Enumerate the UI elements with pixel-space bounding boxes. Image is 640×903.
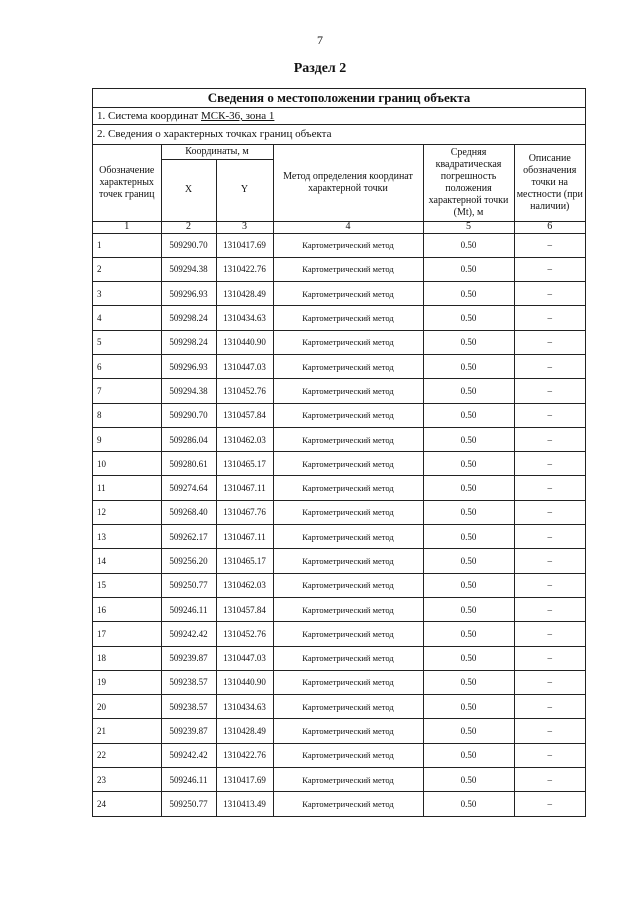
table-row (93, 695, 585, 719)
description-cell: – (514, 525, 585, 549)
description-cell: – (514, 306, 585, 330)
error-cell: 0.50 (423, 597, 514, 621)
error-cell: 0.50 (423, 257, 514, 281)
error-cell: 0.50 (423, 427, 514, 451)
method-cell: Картометрический метод (273, 719, 423, 743)
description-cell: – (514, 233, 585, 257)
x-coordinate-cell: 509242.42 (161, 622, 216, 646)
error-cell: 0.50 (423, 452, 514, 476)
error-cell: 0.50 (423, 695, 514, 719)
table-row (93, 306, 585, 330)
point-number-cell: 12 (93, 500, 161, 524)
point-number-cell: 7 (93, 379, 161, 403)
point-number-cell: 14 (93, 549, 161, 573)
error-cell: 0.50 (423, 403, 514, 427)
table-row (93, 743, 585, 767)
error-cell: 0.50 (423, 233, 514, 257)
y-coordinate-cell: 1310440.90 (216, 670, 273, 694)
header-coordinates: Координаты, м (161, 145, 273, 159)
method-cell: Картометрический метод (273, 354, 423, 378)
point-number-cell: 17 (93, 622, 161, 646)
y-coordinate-cell: 1310457.84 (216, 597, 273, 621)
y-coordinate-cell: 1310457.84 (216, 403, 273, 427)
table-row (93, 427, 585, 451)
point-number-cell: 10 (93, 452, 161, 476)
point-number-cell: 18 (93, 646, 161, 670)
x-coordinate-cell: 509290.70 (161, 233, 216, 257)
method-cell: Картометрический метод (273, 282, 423, 306)
table-row (93, 500, 585, 524)
x-coordinate-cell: 509290.70 (161, 403, 216, 427)
table-row (93, 525, 585, 549)
x-coordinate-cell: 509298.24 (161, 306, 216, 330)
error-cell: 0.50 (423, 670, 514, 694)
error-cell: 0.50 (423, 500, 514, 524)
table-row (93, 233, 585, 257)
description-cell: – (514, 427, 585, 451)
header-x: X (161, 159, 216, 221)
table-row (93, 476, 585, 500)
method-cell: Картометрический метод (273, 452, 423, 476)
point-number-cell: 1 (93, 233, 161, 257)
boundary-info-document (92, 88, 586, 817)
method-cell: Картометрический метод (273, 403, 423, 427)
point-number-cell: 20 (93, 695, 161, 719)
method-cell: Картометрический метод (273, 525, 423, 549)
x-coordinate-cell: 509286.04 (161, 427, 216, 451)
error-cell: 0.50 (423, 646, 514, 670)
x-coordinate-cell: 509238.57 (161, 670, 216, 694)
x-coordinate-cell: 509246.11 (161, 768, 216, 792)
method-cell: Картометрический метод (273, 622, 423, 646)
error-cell: 0.50 (423, 354, 514, 378)
point-number-cell: 15 (93, 573, 161, 597)
error-cell: 0.50 (423, 306, 514, 330)
y-coordinate-cell: 1310434.63 (216, 695, 273, 719)
x-coordinate-cell: 509256.20 (161, 549, 216, 573)
description-cell: – (514, 719, 585, 743)
method-cell: Картометрический метод (273, 476, 423, 500)
y-coordinate-cell: 1310447.03 (216, 646, 273, 670)
header-description: Описание обозначения точки на местности (при наличии) (514, 145, 585, 221)
method-cell: Картометрический метод (273, 743, 423, 767)
method-cell: Картометрический метод (273, 695, 423, 719)
method-cell: Картометрический метод (273, 792, 423, 816)
table-row (93, 622, 585, 646)
y-coordinate-cell: 1310447.03 (216, 354, 273, 378)
table-row (93, 792, 585, 816)
method-cell: Картометрический метод (273, 257, 423, 281)
x-coordinate-cell: 509274.64 (161, 476, 216, 500)
error-cell: 0.50 (423, 330, 514, 354)
table-row (93, 670, 585, 694)
table-row (93, 257, 585, 281)
page-number: 7 (317, 33, 323, 47)
y-coordinate-cell: 1310462.03 (216, 427, 273, 451)
y-coordinate-cell: 1310417.69 (216, 768, 273, 792)
table-row (93, 354, 585, 378)
description-cell: – (514, 768, 585, 792)
y-coordinate-cell: 1310452.76 (216, 379, 273, 403)
y-coordinate-cell: 1310467.11 (216, 476, 273, 500)
error-cell: 0.50 (423, 282, 514, 306)
x-coordinate-cell: 509262.17 (161, 525, 216, 549)
x-coordinate-cell: 509294.38 (161, 257, 216, 281)
method-cell: Картометрический метод (273, 670, 423, 694)
method-cell: Картометрический метод (273, 573, 423, 597)
description-cell: – (514, 476, 585, 500)
description-cell: – (514, 622, 585, 646)
point-number-cell: 6 (93, 354, 161, 378)
description-cell: – (514, 379, 585, 403)
table-row (93, 597, 585, 621)
y-coordinate-cell: 1310440.90 (216, 330, 273, 354)
header-y: Y (216, 159, 273, 221)
description-cell: – (514, 500, 585, 524)
table-row (93, 573, 585, 597)
column-number: 2 (161, 221, 216, 233)
x-coordinate-cell: 509239.87 (161, 719, 216, 743)
y-coordinate-cell: 1310413.49 (216, 792, 273, 816)
header-error: Средняя квадратическая погрешность положения характерной точки (Mt), м (423, 145, 514, 221)
x-coordinate-cell: 509250.77 (161, 792, 216, 816)
y-coordinate-cell: 1310422.76 (216, 257, 273, 281)
point-number-cell: 4 (93, 306, 161, 330)
x-coordinate-cell: 509242.42 (161, 743, 216, 767)
point-number-cell: 16 (93, 597, 161, 621)
method-cell: Картометрический метод (273, 597, 423, 621)
description-cell: – (514, 282, 585, 306)
point-number-cell: 9 (93, 427, 161, 451)
column-number: 3 (216, 221, 273, 233)
x-coordinate-cell: 509239.87 (161, 646, 216, 670)
error-cell: 0.50 (423, 549, 514, 573)
x-coordinate-cell: 509238.57 (161, 695, 216, 719)
y-coordinate-cell: 1310465.17 (216, 452, 273, 476)
y-coordinate-cell: 1310452.76 (216, 622, 273, 646)
x-coordinate-cell: 509298.24 (161, 330, 216, 354)
boundary-points-table (93, 145, 585, 816)
method-cell: Картометрический метод (273, 330, 423, 354)
point-number-cell: 5 (93, 330, 161, 354)
description-cell: – (514, 257, 585, 281)
description-cell: – (514, 549, 585, 573)
table-row (93, 403, 585, 427)
table-body (93, 233, 585, 816)
description-cell: – (514, 597, 585, 621)
x-coordinate-cell: 509296.93 (161, 282, 216, 306)
error-cell: 0.50 (423, 573, 514, 597)
description-cell: – (514, 670, 585, 694)
document-heading: Сведения о местоположении границ объекта (93, 89, 585, 108)
point-number-cell: 2 (93, 257, 161, 281)
description-cell: – (514, 354, 585, 378)
description-cell: – (514, 646, 585, 670)
error-cell: 0.50 (423, 476, 514, 500)
method-cell: Картометрический метод (273, 549, 423, 573)
y-coordinate-cell: 1310465.17 (216, 549, 273, 573)
column-number: 4 (273, 221, 423, 233)
method-cell: Картометрический метод (273, 306, 423, 330)
coordinate-system-value: МСК-36, зона 1 (200, 110, 275, 122)
method-cell: Картометрический метод (273, 768, 423, 792)
x-coordinate-cell: 509246.11 (161, 597, 216, 621)
table-row (93, 768, 585, 792)
method-cell: Картометрический метод (273, 646, 423, 670)
point-number-cell: 8 (93, 403, 161, 427)
table-row (93, 719, 585, 743)
error-cell: 0.50 (423, 743, 514, 767)
y-coordinate-cell: 1310462.03 (216, 573, 273, 597)
section-title: Раздел 2 (293, 61, 347, 76)
column-number: 6 (514, 221, 585, 233)
header-point-name: Обозначение характерных точек границ (93, 145, 161, 221)
point-number-cell: 24 (93, 792, 161, 816)
column-number: 5 (423, 221, 514, 233)
description-cell: – (514, 403, 585, 427)
x-coordinate-cell: 509296.93 (161, 354, 216, 378)
description-cell: – (514, 452, 585, 476)
y-coordinate-cell: 1310467.11 (216, 525, 273, 549)
x-coordinate-cell: 509294.38 (161, 379, 216, 403)
y-coordinate-cell: 1310434.63 (216, 306, 273, 330)
x-coordinate-cell: 509250.77 (161, 573, 216, 597)
point-number-cell: 23 (93, 768, 161, 792)
error-cell: 0.50 (423, 719, 514, 743)
method-cell: Картометрический метод (273, 233, 423, 257)
point-number-cell: 22 (93, 743, 161, 767)
y-coordinate-cell: 1310467.76 (216, 500, 273, 524)
point-number-cell: 19 (93, 670, 161, 694)
coordinate-system-label: 1. Система координат (97, 110, 201, 122)
y-coordinate-cell: 1310422.76 (216, 743, 273, 767)
points-section-label: 2. Сведения о характерных точках границ объекта (93, 125, 585, 145)
point-number-cell: 3 (93, 282, 161, 306)
error-cell: 0.50 (423, 622, 514, 646)
table-row (93, 549, 585, 573)
error-cell: 0.50 (423, 792, 514, 816)
y-coordinate-cell: 1310428.49 (216, 282, 273, 306)
method-cell: Картометрический метод (273, 427, 423, 451)
description-cell: – (514, 330, 585, 354)
x-coordinate-cell: 509280.61 (161, 452, 216, 476)
point-number-cell: 13 (93, 525, 161, 549)
x-coordinate-cell: 509268.40 (161, 500, 216, 524)
error-cell: 0.50 (423, 525, 514, 549)
method-cell: Картометрический метод (273, 500, 423, 524)
table-row (93, 452, 585, 476)
table-row (93, 282, 585, 306)
coordinate-system-row (93, 108, 585, 125)
y-coordinate-cell: 1310417.69 (216, 233, 273, 257)
table-row (93, 330, 585, 354)
column-number: 1 (93, 221, 161, 233)
table-row (93, 379, 585, 403)
description-cell: – (514, 743, 585, 767)
error-cell: 0.50 (423, 768, 514, 792)
description-cell: – (514, 695, 585, 719)
description-cell: – (514, 573, 585, 597)
error-cell: 0.50 (423, 379, 514, 403)
point-number-cell: 21 (93, 719, 161, 743)
header-method: Метод определения координат характерной точки (273, 145, 423, 221)
description-cell: – (514, 792, 585, 816)
method-cell: Картометрический метод (273, 379, 423, 403)
point-number-cell: 11 (93, 476, 161, 500)
y-coordinate-cell: 1310428.49 (216, 719, 273, 743)
table-row (93, 646, 585, 670)
